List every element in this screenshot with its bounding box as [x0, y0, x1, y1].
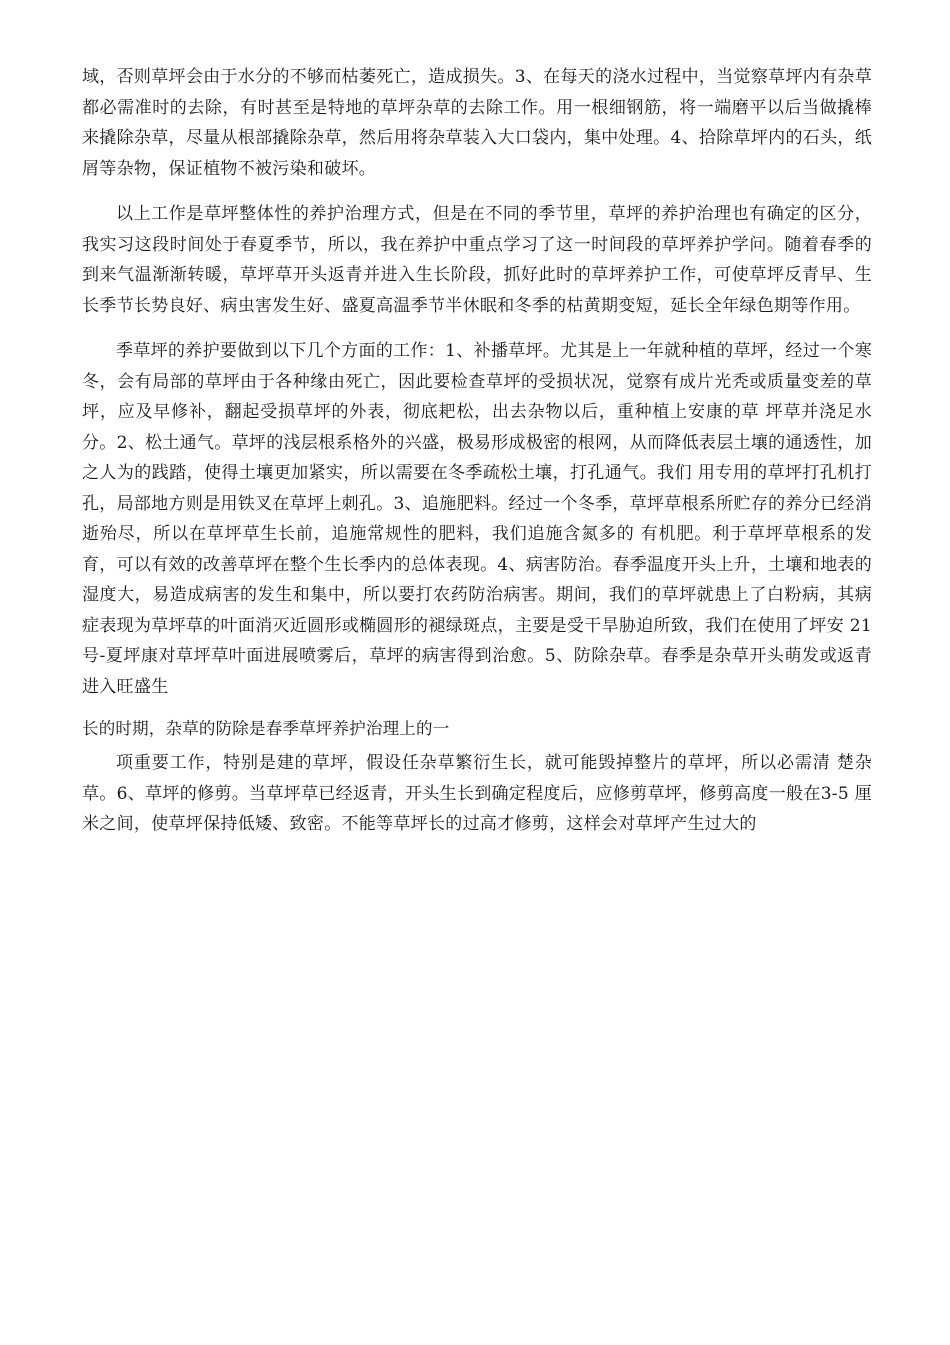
document-page [82, 62, 872, 840]
paragraph-4: 项重要工作，特别是建的草坪，假设任杂草繁衍生长，就可能毁掉整片的草坪，所以必需清 楚杂草。6、草坪的修剪。当草坪草已经返青，开头生长到确定程度后，应修剪草坪，修剪高度一般在3-5 厘米之间，使草坪保持低矮、致密。不能等草坪长的过高才修剪，这样会对草坪产生过大的 [82, 753, 872, 834]
paragraph-1: 域，否则草坪会由于水分的不够而枯萎死亡，造成损失。3、在每天的浇水过程中，当觉察草坪内有杂草都必需准时的去除，有时甚至是特地的草坪杂草的去除工作。用一根细钢筋，将一端磨平以后当做撬棒来撬除杂草，尽量从根部撬除杂草，然后用将杂草装入大口袋内，集中处理。4、拾除草坪内的石头，纸屑等杂物，保证植物不被污染和破坏。 [82, 67, 872, 179]
paragraph-2: 以上工作是草坪整体性的养护治理方式，但是在不同的季节里，草坪的养护治理也有确定的区分，我实习这段时间处于春夏季节，所以，我在养护中重点学习了这一时间段的草坪养护学问。随着春季的到来气温渐渐转暖，草坪草开头返青并进入生长阶段，抓好此时的草坪养护工作，可使草坪反青早、生长季节长势良好、病虫害发生好、盛夏高温季节半休眠和冬季的枯黄期变短，延长全年绿色期等作用。 [82, 204, 872, 316]
paragraph-3: 季草坪的养护要做到以下几个方面的工作：1、补播草坪。尤其是上一年就种植的草坪，经过一个寒冬，会有局部的草坪由于各种缘由死亡，因此要检查草坪的受损状况，觉察有成片光秃或质量变差的草坪，应及早修补，翻起受损草坪的外表，彻底耙松，出去杂物以后，重种植上安康的草 坪草并浇足水分。2、松土通气。草坪的浅层根系格外的兴盛，极易形成极密的根网，从而降低表层土壤的通透性，加之人为的践踏，使得土壤更加紧实，所以需要在冬季疏松土壤，打孔通气。我们 用专用的草坪打孔机打孔，局部地方则是用铁叉在草坪上刺孔。3、追施肥料。经过一个冬季，草坪草根系所贮存的养分已经消逝殆尽，所以在草坪草生长前，追施常规性的肥料，我们追施含氮多的 有机肥。利于草坪草根系的发育，可以有效的改善草坪在整个生长季内的总体表现。4、病害防治。春季温度开头上升，土壤和地表的湿度大，易造成病害的发生和集中，所以要打农药防治病害。期间，我们的草坪就患上了白粉病，其病症表现为草坪草的叶面消灭近圆形或椭圆形的褪绿斑点，主要是受干旱胁迫所致，我们在使用了坪安 21 号-夏坪康对草坪草叶面进展喷雾后，草坪的病害得到治愈。5、防除杂草。春季是杂草开头萌发或返青进入旺盛生 [82, 341, 872, 697]
bold-line: 长的时期，杂草的防除是春季草坪养护治理上的一 [82, 719, 450, 738]
